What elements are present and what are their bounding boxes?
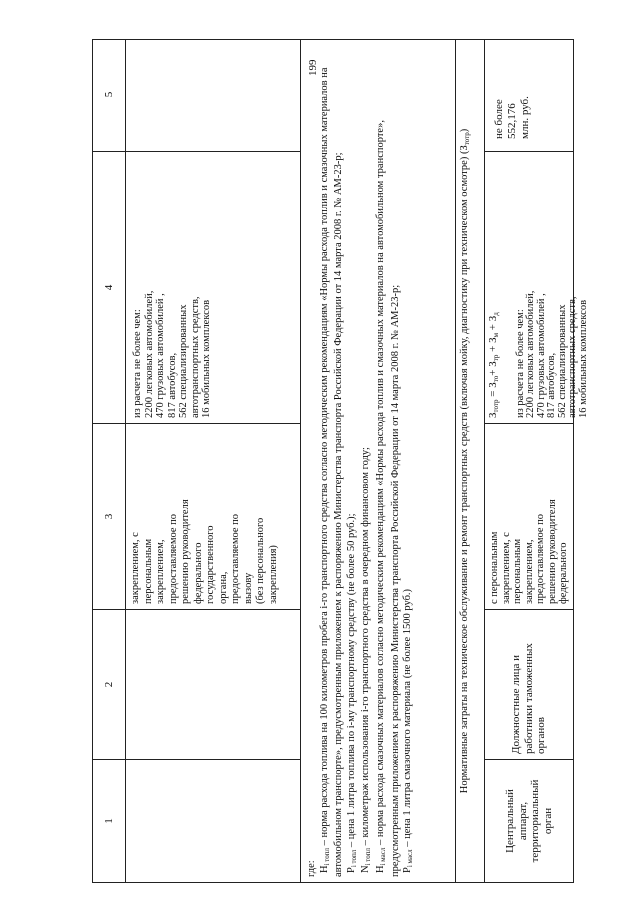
where-label: где: — [306, 860, 317, 877]
definition-lubricant-price: $Р_{i масл}$ – цена 1 литра смазочного материала (не более 1500 руб.) — [402, 588, 415, 873]
table-row-bottom — [484, 39, 589, 883]
table-header-row — [92, 39, 126, 883]
top-col-5 — [126, 38, 300, 152]
top-col-3: закреплением, с персональным закреплением, предоставляемое по решению руководителя федерального государственного органа, предоставляемое по вызову (без персонального закрепления) — [126, 424, 300, 610]
header-col-3: 3 — [93, 424, 125, 610]
top-col-4: из расчета не более чем: 2200 легковых автомобилей, 470 грузовых автомобилей , 817 автобусов, 562 специализированных автотранспортных средств, 16 мобильных комплексов — [126, 152, 300, 424]
page-number: 199 — [307, 59, 319, 76]
bottom-col-2: Должностные лица и работники таможенных органов — [485, 610, 573, 760]
definitions-block — [300, 39, 456, 883]
top-col-1 — [126, 760, 300, 882]
definition-mileage: $N_{i топл}$ – километраж использования i-го транспортного средства в очередном финансовом году; — [360, 447, 373, 873]
bottom-col-5: не более 552,176 млн. руб. — [485, 38, 573, 152]
header-col-5: 5 — [93, 38, 125, 152]
rotated-page-content — [92, 39, 589, 883]
maintenance-cost-formula: $З_{тотр} = З_{то}+ З_{тр} + З_м + З_д$ — [487, 312, 500, 418]
bottom-col-1: Центральный аппарат, территориальный орган — [504, 779, 554, 863]
bottom-col-4: $З_{тотр} = З_{то}+ З_{тр} + З_м + З_д$ из расчета не более чем: 2200 легковых автомобилей, 470 грузовых автомобилей , 817 автобусов, 562 специализированных автотранспортных средств, 16 мобильных комплексов — [485, 152, 573, 424]
table-row-top — [125, 39, 301, 883]
bottom-col-3: с персональным закреплением, с персональным закреплением, предоставляемое по решению руководителя федерального — [485, 424, 573, 610]
header-col-2: 2 — [93, 610, 125, 760]
top-col-2 — [126, 610, 300, 760]
definition-lubricant-norm: $Н_{i масл}$ – норма расхода смазочных материалов согласно методическим рекомендациям «Нормы расхода топлив и смазочных материалов на автомобильном транспорте», предусмотренным приложением к распоряжению Министерства транспорта Российской Федерации от 14 марта 2008 г. № АМ-23-р; — [374, 120, 401, 877]
definition-fuel-price: $Р_{i топл}$ – цена 1 литра топлива по i-му транспортному средству (не более 50 руб.); — [345, 513, 358, 873]
header-col-1: 1 — [102, 818, 115, 824]
section-title: Нормативные затраты на техническое обслуживание и ремонт транспортных средств (включая мойку, диагностику при техническом осмотре) $(З_{тотр})$ — [455, 39, 485, 883]
definition-fuel-norm: $Н_{i топл}$ – норма расхода топлива на 100 километров пробега i-го транспортного средства согласно методическим рекомендациям «Нормы расхода топлив и смазочных материалов на автомобильном транспорте», предусмотренным приложением к распоряжению Министерства транспорта Российской Федерации от 14 марта 2008 г. № АМ-23-р; — [318, 67, 345, 877]
header-col-4: 4 — [93, 152, 125, 424]
